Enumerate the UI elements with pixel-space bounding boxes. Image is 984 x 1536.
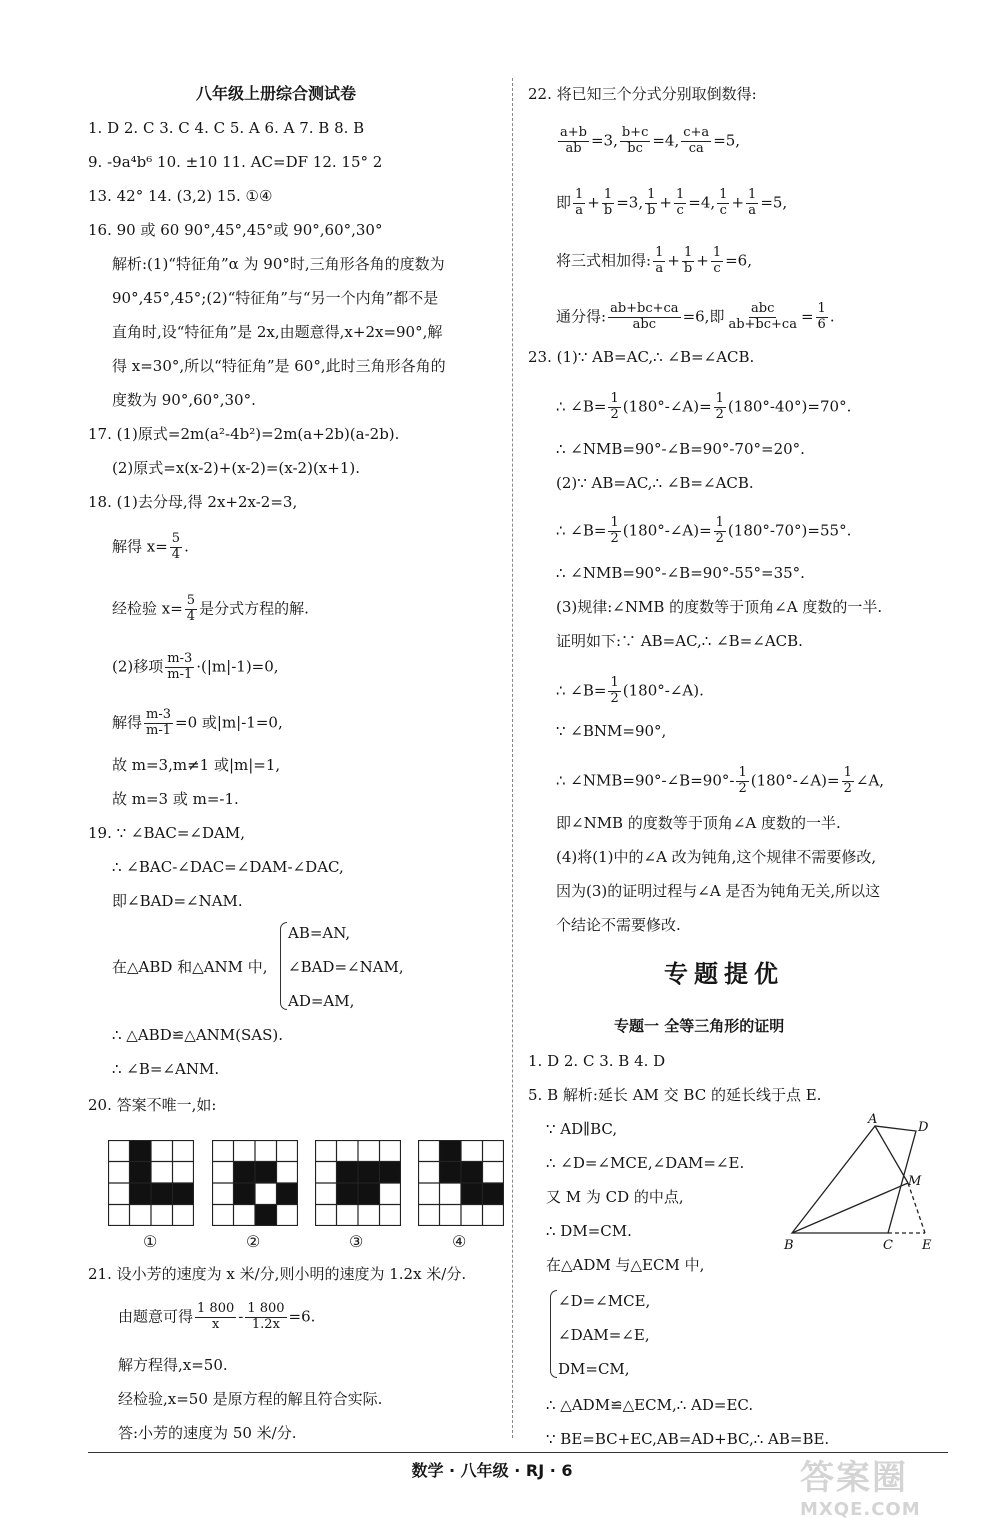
q22-step-4 (556, 302, 835, 333)
q16-line-5: 度数为 90°,60°,30°. (112, 391, 256, 409)
denominator: 4 (186, 608, 196, 624)
fraction (746, 188, 758, 219)
denominator: m-1 (146, 722, 172, 738)
q18-check-pre: 经检验 x= (112, 599, 183, 618)
q17-line-1: 17. (1)原式=2m(a²-4b²)=2m(a+2b)(a-2b). (88, 425, 400, 443)
fraction (816, 302, 828, 333)
q19-system-3: AD=AM, (288, 992, 355, 1010)
numerator: m-3 (167, 651, 193, 666)
q23-line-6: ∴ ∠NMB=90°-∠B=90°-55°=35°. (556, 564, 805, 582)
numerator: 1 (738, 765, 747, 780)
q22-intro: 22. 将已知三个分式分别取倒数得: (528, 85, 757, 103)
q18-line-final: 故 m=3 或 m=-1. (112, 790, 239, 808)
fraction (653, 246, 665, 277)
q19-brace (280, 922, 287, 1010)
numerator: 1 (610, 515, 619, 530)
q22-step-2-pre: 即 (556, 193, 572, 212)
denominator: 1.2x (251, 1316, 280, 1332)
q22-step-3 (556, 246, 752, 277)
plus-sign: + (667, 251, 680, 270)
denominator: a (748, 202, 757, 218)
equals-4: =4, (652, 131, 680, 150)
q19-line-1: 19. ∵ ∠BAC=∠DAM, (88, 824, 245, 842)
grid-figure-2 (212, 1140, 298, 1226)
numerator: 1 (843, 765, 852, 780)
label-b: B (784, 1238, 794, 1253)
numerator: b+c (621, 125, 649, 140)
numerator: 1 (715, 515, 724, 530)
fraction (711, 246, 723, 277)
q21-line-2: 解方程得,x=50. (118, 1356, 228, 1374)
q23-line-11 (556, 766, 884, 797)
q21-eq-pre: 由题意可得 (118, 1307, 194, 1326)
q18-check-post: 是分式方程的解. (199, 599, 309, 618)
fraction (682, 246, 694, 277)
q22-step-3-post: =6, (725, 251, 752, 270)
q18-solve-2-post: =0 或|m|-1=0, (175, 713, 283, 732)
q23-line-5-pre: ∴ ∠B= (556, 521, 607, 540)
fraction (608, 302, 681, 333)
numerator: c+a (683, 125, 710, 140)
q23-line-5-post: (180°-70°)=55°. (727, 521, 852, 540)
grid-label-1: ① (143, 1232, 158, 1251)
grid-figure-4 (418, 1140, 504, 1226)
q18-solve-2 (112, 708, 283, 739)
q21-line-1: 21. 设小芳的速度为 x 米/分,则小明的速度为 1.2x 米/分. (88, 1265, 467, 1283)
denominator: b (683, 260, 693, 276)
q23-line-12: 即∠NMB 的度数等于顶角∠A 度数的一半. (556, 814, 841, 832)
fraction (726, 302, 799, 333)
q19-system-1: AB=AN, (288, 924, 351, 942)
denominator: 2 (738, 780, 747, 796)
answers-13-15: 13. 42° 14. (3,2) 15. ①④ (88, 187, 273, 205)
denominator: 4 (171, 546, 181, 562)
numerator: 1 (603, 187, 613, 202)
numerator: m-3 (146, 707, 172, 722)
numerator: 1 (647, 187, 656, 202)
q23-line-7: (3)规律:∠NMB 的度数等于顶角∠A 度数的一半. (556, 598, 883, 616)
fraction (195, 1302, 236, 1333)
denominator: ab+bc+ca (728, 316, 797, 332)
q22-step-4-mid: =6,即 (682, 307, 725, 326)
label-a: A (868, 1112, 878, 1127)
denominator: b (647, 202, 656, 218)
denominator: abc (632, 316, 656, 332)
fraction (558, 126, 589, 157)
topic1-line-8: ∵ BE=BC+EC,AB=AD+BC,∴ AB=BE. (546, 1430, 830, 1448)
topic1-line-5: ∴ DM=CM. (546, 1222, 632, 1240)
fraction (608, 676, 620, 707)
trapezoid-abcd (792, 1126, 916, 1233)
topic1-line-4: 又 M 为 CD 的中点, (546, 1188, 684, 1206)
fraction (608, 392, 620, 423)
equals-sign: = (800, 307, 814, 326)
q21-line-4: 答:小芳的速度为 50 米/分. (118, 1424, 297, 1442)
fraction (245, 1302, 286, 1333)
fraction (714, 392, 726, 423)
fraction (602, 188, 614, 219)
q23-line-9 (556, 676, 704, 707)
fraction (170, 532, 182, 563)
label-d: D (918, 1120, 929, 1135)
denominator: bc (627, 140, 643, 156)
q19-line-5: ∴ △ABD≌△ANM(SAS). (112, 1026, 284, 1044)
denominator: 2 (610, 690, 619, 706)
numerator: a+b (560, 125, 587, 140)
answer-16: 16. 90 或 60 90°,45°,45°或 90°,60°,30° (88, 221, 383, 239)
q16-line-1: 解析:(1)“特征角”α 为 90°时,三角形各角的度数为 (112, 255, 445, 273)
denominator: x (211, 1316, 220, 1332)
fraction (674, 188, 686, 219)
denominator: b (603, 202, 613, 218)
watermark-bottom: MXQE.COM (800, 1499, 921, 1520)
q18-line-m: 故 m=3,m≠1 或|m|=1, (112, 756, 281, 774)
label-e: E (922, 1238, 932, 1253)
denominator: 2 (610, 530, 619, 546)
numerator: 1 (748, 187, 757, 202)
grid-label-3: ③ (349, 1232, 364, 1251)
denominator: 2 (715, 406, 724, 422)
q23-line-10: ∵ ∠BNM=90°, (556, 722, 667, 740)
q22-step-3-pre: 将三式相加得: (556, 251, 652, 270)
denominator: 2 (715, 530, 724, 546)
q16-line-4: 得 x=30°,所以“特征角”是 60°,此时三角形各角的 (112, 357, 446, 375)
q23-line-3: ∴ ∠NMB=90°-∠B=90°-70°=20°. (556, 440, 805, 458)
topic1-brace (550, 1290, 557, 1378)
fraction (717, 188, 729, 219)
numerator: 1 800 (247, 1301, 285, 1316)
numerator: 1 800 (197, 1301, 235, 1316)
q18-move-pre: (2)移项 (112, 657, 164, 676)
equals-4: =4, (688, 193, 716, 212)
q23-line-11-pre: ∴ ∠NMB=90°-∠B=90°- (556, 771, 735, 790)
q23-line-8: 证明如下:∵ AB=AC,∴ ∠B=∠ACB. (556, 632, 803, 650)
q21-line-3: 经检验,x=50 是原方程的解且符合实际. (118, 1390, 383, 1408)
fraction (608, 516, 620, 547)
plus-sign: + (696, 251, 709, 270)
denominator: a (655, 260, 664, 276)
fraction (681, 126, 711, 157)
exam-title: 八年级上册综合测试卷 (196, 84, 357, 103)
topic1-q5: 5. B 解析:延长 AM 交 BC 的延长线于点 E. (528, 1086, 822, 1104)
q18-check (112, 594, 309, 625)
trapezoid-figure (770, 1110, 950, 1260)
q23-line-4: (2)∵ AB=AC,∴ ∠B=∠ACB. (556, 474, 754, 492)
q18-line-1: 18. (1)去分母,得 2x+2x-2=3, (88, 493, 298, 511)
q23-line-5 (556, 516, 851, 547)
fraction (144, 708, 173, 739)
numerator: 1 (817, 301, 826, 316)
q19-system-2: ∠BAD=∠NAM, (288, 958, 404, 976)
grid-label-4: ④ (452, 1232, 467, 1251)
q19-line-4: 在△ABD 和△ANM 中, (112, 958, 268, 976)
q18-move-post: ·(|m|-1)=0, (196, 657, 279, 676)
denominator: a (575, 202, 584, 218)
numerator: 1 (655, 245, 664, 260)
denominator: m-1 (167, 666, 193, 682)
label-c: C (883, 1238, 893, 1253)
q22-step-1 (556, 126, 740, 157)
fraction (185, 594, 197, 625)
grid-label-2: ② (246, 1232, 261, 1251)
plus-sign: + (587, 193, 600, 212)
numerator: 5 (171, 531, 181, 546)
q23-line-13: (4)将(1)中的∠A 改为钝角,这个规律不需要修改, (556, 848, 877, 866)
q23-line-2-mid: (180°-∠A)= (622, 397, 712, 416)
q18-solve-1: 解得 x= $\frac{5}{4}$ . (112, 531, 189, 562)
denominator: 6 (817, 316, 826, 332)
q19-line-2: ∴ ∠BAC-∠DAC=∠DAM-∠DAC, (112, 858, 344, 876)
q17-line-2: (2)原式=x(x-2)+(x-2)=(x-2)(x+1). (112, 459, 360, 477)
denominator: 2 (843, 780, 852, 796)
fraction (842, 766, 854, 797)
q18-solve-1-text: 解得 x= (112, 537, 168, 556)
numerator: 1 (683, 245, 693, 260)
column-divider (512, 78, 514, 1438)
numerator: abc (751, 301, 775, 316)
q18-solve-2-pre: 解得 (112, 713, 143, 732)
q19-line-6: ∴ ∠B=∠ANM. (112, 1060, 220, 1078)
equals-3: =3, (590, 131, 618, 150)
label-m: M (908, 1174, 922, 1189)
q23-line-2-post: (180°-40°)=70°. (727, 397, 852, 416)
q19-line-3: 即∠BAD=∠NAM. (112, 892, 243, 910)
fraction (573, 188, 585, 219)
minus-sign: - (238, 1307, 244, 1326)
fraction (736, 766, 748, 797)
numerator: 1 (712, 245, 722, 260)
denominator: c (676, 202, 684, 218)
q23-line-9-pre: ∴ ∠B= (556, 681, 607, 700)
denominator: ab (565, 140, 582, 156)
extension-me (908, 1183, 925, 1233)
q23-line-11-post: ∠A, (855, 771, 885, 790)
numerator: 1 (610, 675, 619, 690)
q16-line-3: 直角时,设“特征角”是 2x,由题意得,x+2x=90°,解 (112, 323, 443, 341)
q23-line-2-pre: ∴ ∠B= (556, 397, 607, 416)
plus-sign: + (731, 193, 745, 212)
topic1-line-7: ∴ △ADM≌△ECM,∴ AD=EC. (546, 1396, 754, 1414)
numerator: 1 (676, 187, 685, 202)
denominator: ca (688, 140, 704, 156)
grid-figure-1 (108, 1140, 194, 1226)
denominator: 2 (610, 406, 619, 422)
q23-line-5-mid: (180°-∠A)= (622, 521, 712, 540)
answers-9-12: 9. -9a⁴b⁶ 10. ±10 11. AC=DF 12. 15° 2 (88, 153, 383, 171)
topic1-line-6: 在△ADM 与△ECM 中, (546, 1256, 705, 1274)
fraction (165, 652, 194, 683)
answers-1-8: 1. D 2. C 3. C 4. C 5. A 6. A 7. B 8. B (88, 119, 365, 137)
watermark-top: 答案圈 (800, 1458, 908, 1498)
numerator: 1 (575, 187, 584, 202)
equals-5: =5, (713, 131, 741, 150)
fraction (645, 188, 657, 219)
q23-line-1: 23. (1)∵ AB=AC,∴ ∠B=∠ACB. (528, 348, 755, 366)
special-section-title: 专题提优 (664, 960, 784, 988)
numerator: 1 (715, 391, 724, 406)
denominator: c (719, 202, 727, 218)
q23-line-14: 因为(3)的证明过程与∠A 是否为钝角无关,所以这 (556, 882, 881, 900)
q23-line-15: 个结论不需要修改. (556, 916, 681, 934)
grid-figure-3 (315, 1140, 401, 1226)
q23-line-2 (556, 392, 851, 423)
equals-5: =5, (760, 193, 788, 212)
topic1-system-3: DM=CM, (558, 1360, 630, 1378)
numerator: 1 (719, 187, 728, 202)
numerator: ab+bc+ca (610, 301, 679, 316)
topic1-line-3: ∴ ∠D=∠MCE,∠DAM=∠E. (546, 1154, 745, 1172)
numerator: 1 (610, 391, 619, 406)
q16-line-2: 90°,45°,45°;(2)“特征角”与“另一个内角”都不是 (112, 289, 439, 307)
topic1-line-2: ∵ AD∥BC, (546, 1120, 618, 1138)
q18-move (112, 652, 279, 683)
plus-sign: + (659, 193, 672, 212)
numerator: 5 (186, 593, 196, 608)
topic1-system-2: ∠DAM=∠E, (558, 1326, 650, 1344)
q20-line: 20. 答案不唯一,如: (88, 1096, 217, 1114)
q23-line-11-mid: (180°-∠A)= (750, 771, 840, 790)
q22-step-2 (556, 188, 787, 219)
denominator: c (713, 260, 721, 276)
topic1-system-1: ∠D=∠MCE, (558, 1292, 651, 1310)
q21-equation (118, 1302, 315, 1333)
fraction (620, 126, 651, 157)
page-footer: 数学 · 八年级 · RJ · 6 (411, 1461, 573, 1480)
topic1-answers: 1. D 2. C 3. B 4. D (528, 1052, 666, 1070)
q21-eq-post: =6. (288, 1307, 316, 1326)
topic-1-title: 专题一 全等三角形的证明 (614, 1017, 785, 1035)
fraction (714, 516, 726, 547)
watermark (800, 1450, 921, 1520)
period: . (829, 307, 835, 326)
equals-3: =3, (616, 193, 644, 212)
segment-am (875, 1126, 908, 1183)
q22-step-4-pre: 通分得: (556, 307, 607, 326)
q23-line-9-post: (180°-∠A). (622, 681, 704, 700)
